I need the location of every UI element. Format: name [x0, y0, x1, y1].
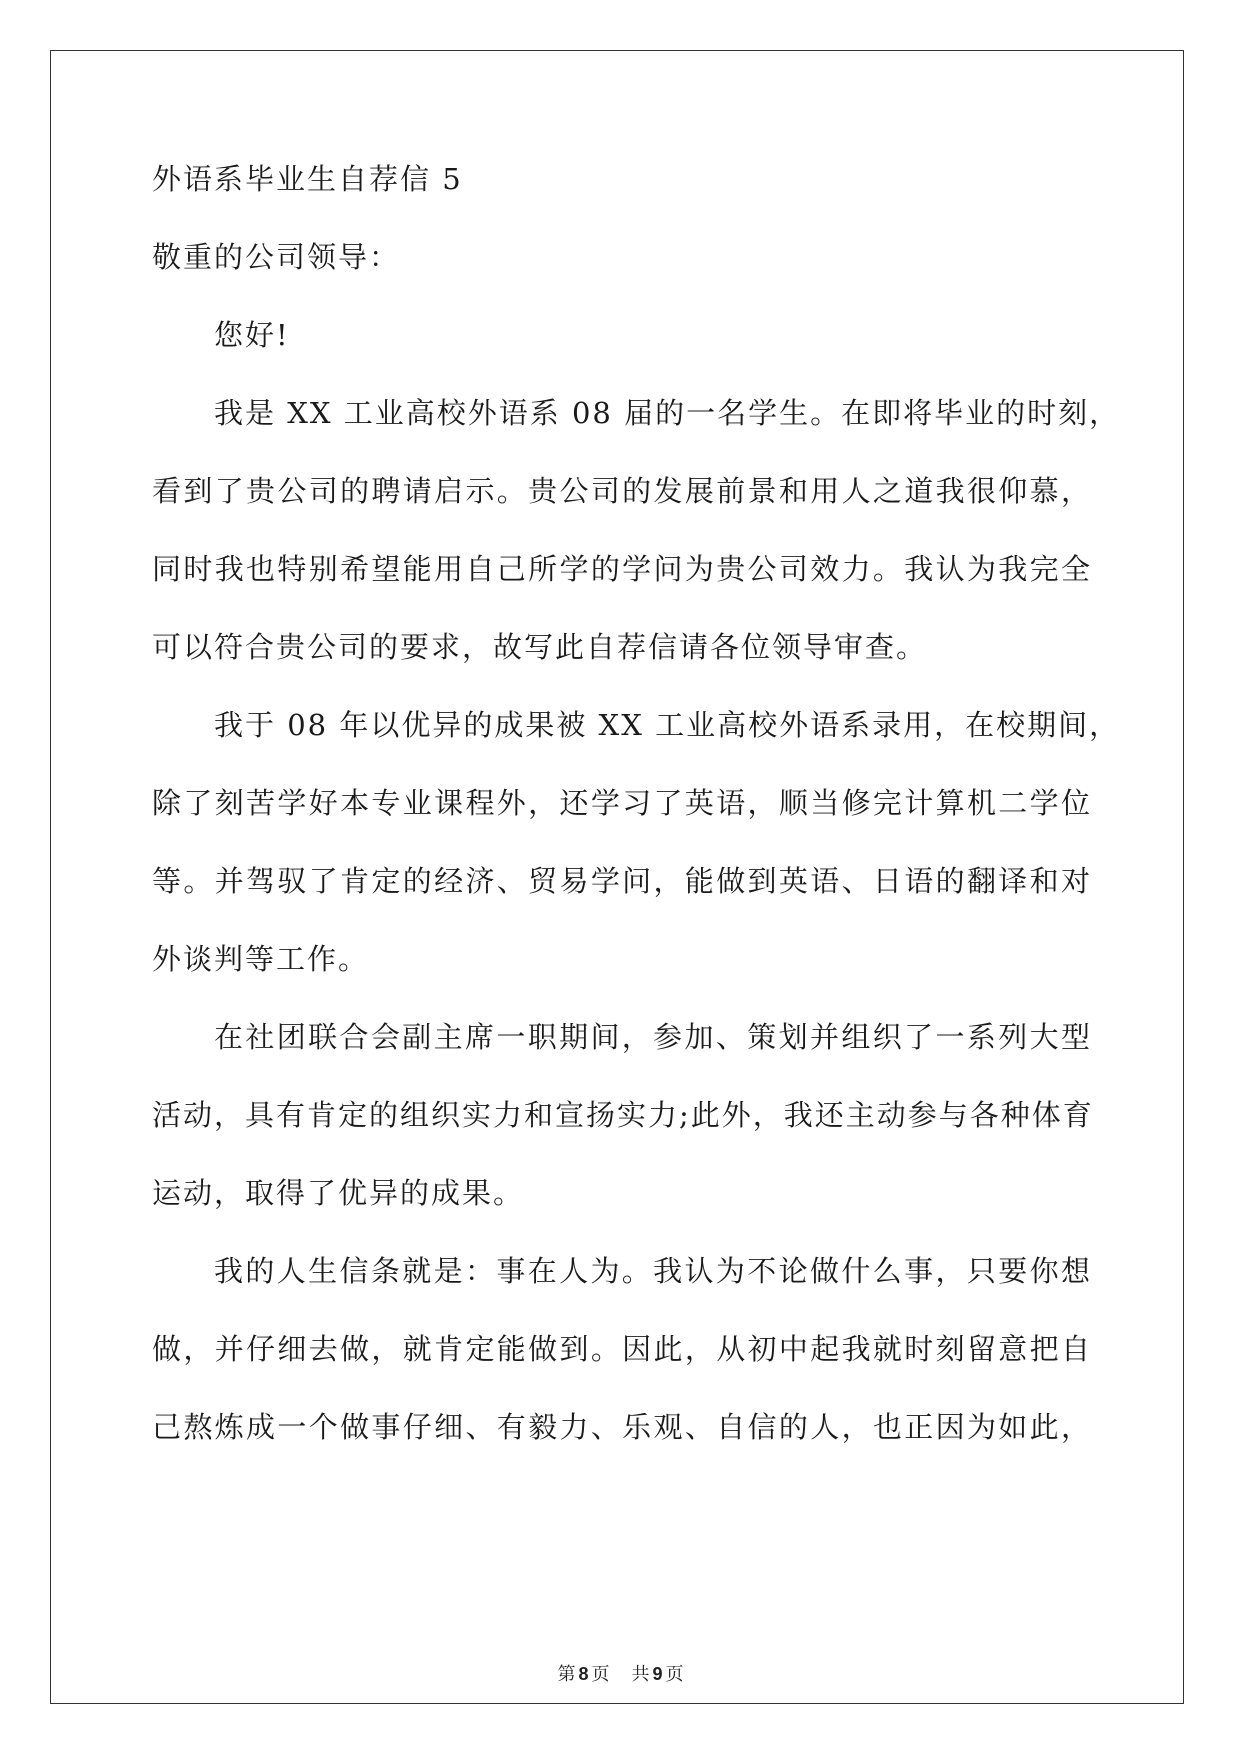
paragraph-3-line-3: 运动，取得了优异的成果。 — [152, 1176, 525, 1210]
paragraph-2-line-2: 除了刻苦学好本专业课程外，还学习了英语，顺当修完计算机二学位 — [152, 786, 1092, 820]
paragraph-2-line-1: 我于 08 年以优异的成果被 XX 工业高校外语系录用，在校期间， — [214, 708, 1121, 742]
paragraph-1-line-2: 看到了贵公司的聘请启示。贵公司的发展前景和用人之道我很仰慕， — [152, 474, 1092, 508]
total-pages-number: 9 — [652, 1664, 663, 1684]
greeting: 您好! — [214, 318, 290, 352]
paragraph-2-line-4: 外谈判等工作。 — [152, 942, 370, 976]
footer-total-suffix: 页 — [665, 1664, 684, 1684]
paragraph-1-line-4: 可以符合贵公司的要求，故写此自荐信请各位领导审查。 — [152, 630, 928, 664]
paragraph-4-line-3: 己熬炼成一个做事仔细、有毅力、乐观、自信的人，也正因为如此， — [152, 1410, 1092, 1444]
current-page-number: 8 — [578, 1664, 589, 1684]
paragraph-4-line-2: 做，并仔细去做，就肯定能做到。因此，从初中起我就时刻留意把自 — [152, 1332, 1092, 1366]
paragraph-1-line-1: 我是 XX 工业高校外语系 08 届的一名学生。在即将毕业的时刻， — [214, 396, 1121, 430]
footer-prefix: 第 — [557, 1664, 576, 1684]
paragraph-1-line-3: 同时我也特别希望能用自己所学的学问为贵公司效力。我认为我完全 — [152, 552, 1092, 586]
paragraph-4-line-1: 我的人生信条就是：事在人为。我认为不论做什么事，只要你想 — [214, 1254, 1092, 1288]
salutation: 敬重的公司领导： — [152, 240, 401, 274]
paragraph-2-line-3: 等。并驾驭了肯定的经济、贸易学问，能做到英语、日语的翻译和对 — [152, 864, 1092, 898]
letter-title: 外语系毕业生自荐信 5 — [152, 162, 463, 196]
page-footer — [0, 1662, 1241, 1686]
paragraph-3-line-1: 在社团联合会副主席一职期间，参加、策划并组织了一系列大型 — [214, 1020, 1092, 1054]
letter-body — [152, 160, 1121, 1486]
footer-total-prefix: 共 — [631, 1664, 650, 1684]
footer-page-suffix: 页 — [591, 1664, 610, 1684]
paragraph-3-line-2: 活动，具有肯定的组织实力和宣扬实力;此外，我还主动参与各种体育 — [152, 1098, 1094, 1132]
